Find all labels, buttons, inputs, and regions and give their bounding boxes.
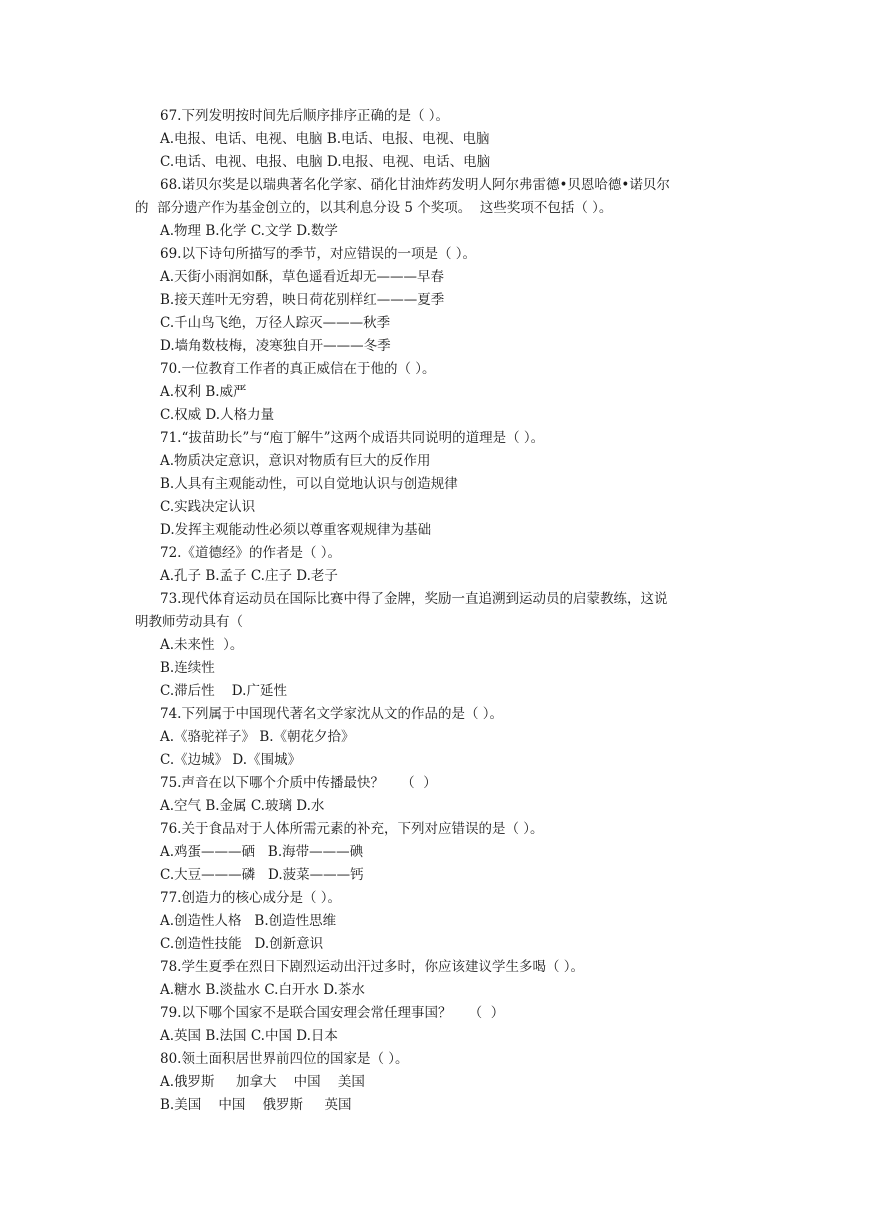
option-line: C.创造性技能 D.创新意识 <box>160 936 324 952</box>
option-line: A.物质决定意识，意识对物质有巨大的反作用 <box>160 453 431 469</box>
option-line: D.墙角数枝梅，凌寒独自开———冬季 <box>160 338 391 354</box>
question-70: 70.一位教育工作者的真正威信在于他的（ ）。 <box>160 361 436 377</box>
question-72: 72.《道德经》的作者是（ ）。 <box>160 545 342 561</box>
question-67: 67.下列发明按时间先后顺序排序正确的是（ ）。 <box>160 108 450 124</box>
option-line: A.孔子 B.孟子 C.庄子 D.老子 <box>160 568 338 584</box>
option-line: A.空气 B.金属 C.玻璃 D.水 <box>160 798 325 814</box>
option-line: A.俄罗斯 加拿大 中国 美国 <box>160 1074 365 1090</box>
question-77: 77.创造力的核心成分是（ ）。 <box>160 890 342 906</box>
option-line: B.接天莲叶无穷碧，映日荷花别样红———夏季 <box>160 292 445 308</box>
option-line: A.鸡蛋———硒 B.海带———碘 <box>160 844 364 860</box>
option-line: C.滞后性 D.广延性 <box>160 683 287 699</box>
option-line: D.发挥主观能动性必须以尊重客观规律为基础 <box>160 522 432 538</box>
question-69: 69.以下诗句所描写的季节，对应错误的一项是（ ）。 <box>160 246 477 262</box>
question-71: 71.“拔苗助长”与“庖丁解牛”这两个成语共同说明的道理是（ ）。 <box>160 430 545 446</box>
question-75: 75.声音在以下哪个介质中传播最快？ （ ） <box>160 775 437 791</box>
question-73-continued: 明教师劳动具有（ <box>135 614 243 630</box>
question-68: 68.诺贝尔奖是以瑞典著名化学家、硝化甘油炸药发明人阿尔弗雷德•贝恩哈德•诺贝尔 <box>160 177 670 193</box>
question-73: 73.现代体育运动员在国际比赛中得了金牌，奖励一直追溯到运动员的启蒙教练，这说 <box>160 591 668 607</box>
option-line: C.电话、电视、电报、电脑 D.电报、电视、电话、电脑 <box>160 154 491 170</box>
option-line: A.糖水 B.淡盐水 C.白开水 D.茶水 <box>160 982 365 998</box>
question-80: 80.领土面积居世界前四位的国家是（ ）。 <box>160 1051 409 1067</box>
option-line: A.权利 B.威严 <box>160 384 247 400</box>
option-line: A.《骆驼祥子》 B.《朝花夕拾》 <box>160 729 355 745</box>
option-line: A.未来性 ）。 <box>160 637 244 653</box>
option-line: B.人具有主观能动性，可以自觉地认识与创造规律 <box>160 476 458 492</box>
option-line: C.大豆———磷 D.菠菜———钙 <box>160 867 364 883</box>
option-line: A.电报、电话、电视、电脑 B.电话、电报、电视、电脑 <box>160 131 490 147</box>
option-line: A.创造性人格 B.创造性思维 <box>160 913 337 929</box>
option-line: C.权威 D.人格力量 <box>160 407 275 423</box>
option-line: A.物理 B.化学 C.文学 D.数学 <box>160 223 338 239</box>
option-line: C.实践决定认识 <box>160 499 256 515</box>
question-79: 79.以下哪个国家不是联合国安理会常任理事国？ （ ） <box>160 1005 505 1021</box>
option-line: B.连续性 <box>160 660 215 676</box>
option-line: A.天街小雨润如酥，草色遥看近却无———早春 <box>160 269 445 285</box>
question-74: 74.下列属于中国现代著名文学家沈从文的作品的是（ ）。 <box>160 706 504 722</box>
option-line: C.《边城》 D.《围城》 <box>160 752 302 768</box>
question-68-continued: 的 部分遗产作为基金创立的，以其利息分设 5 个奖项。 这些奖项不包括（ ）。 <box>135 200 613 216</box>
option-line: A.英国 B.法国 C.中国 D.日本 <box>160 1028 338 1044</box>
question-78: 78.学生夏季在烈日下剧烈运动出汗过多时，你应该建议学生多喝（ ）。 <box>160 959 585 975</box>
option-line: B.美国 中国 俄罗斯 英国 <box>160 1097 352 1113</box>
option-line: C.千山鸟飞绝，万径人踪灭———秋季 <box>160 315 391 331</box>
question-76: 76.关于食品对于人体所需元素的补充，下列对应错误的是（ ）。 <box>160 821 544 837</box>
